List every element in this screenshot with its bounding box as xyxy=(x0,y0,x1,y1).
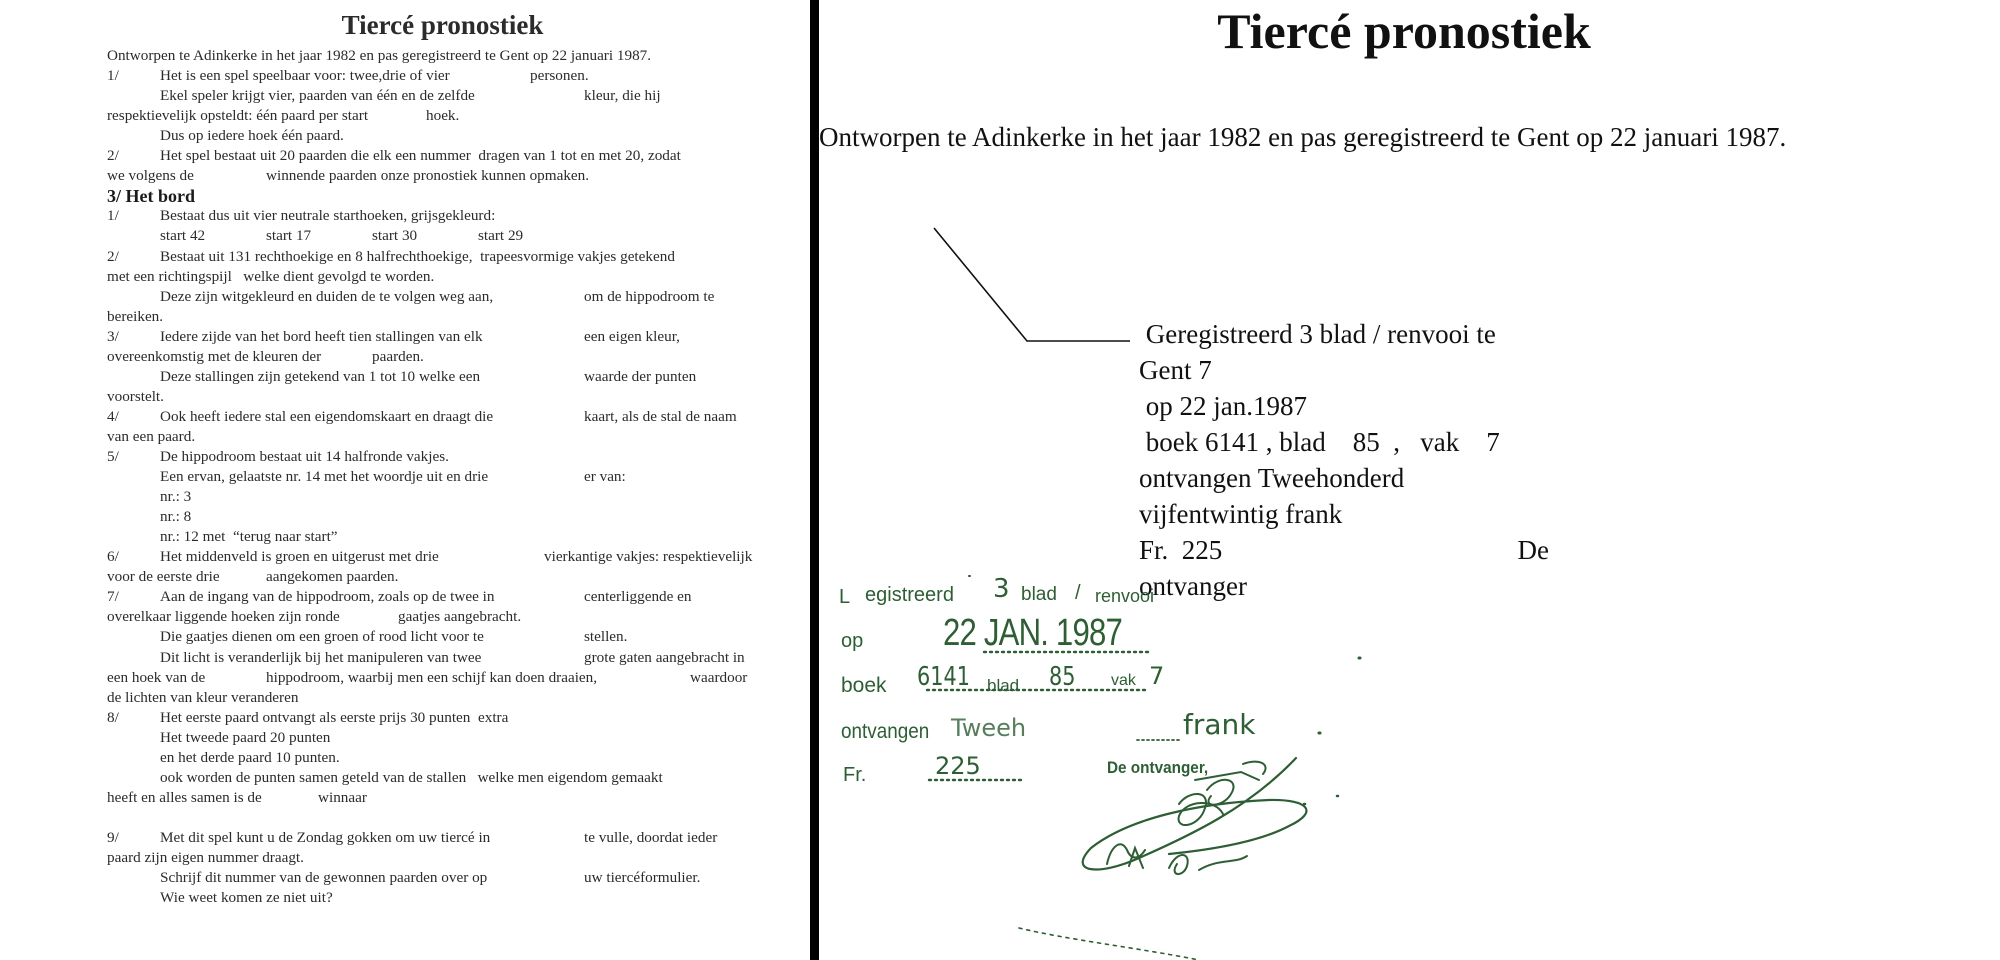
text-segment: hoek. xyxy=(426,107,460,125)
left-page xyxy=(0,0,810,960)
text-segment: Met dit spel kunt u de Zondag gokken om uw tiercé in xyxy=(160,828,491,846)
registration-fr: Fr. 225 xyxy=(1139,535,1223,565)
text-segment: personen. xyxy=(530,67,589,85)
text-segment: 4/ xyxy=(107,407,119,425)
text-segment: Deze stallingen zijn getekend van 1 tot 10 welke een xyxy=(160,367,481,385)
text-segment: voor de eerste drie xyxy=(107,568,220,586)
text-segment: 8/ xyxy=(107,708,119,726)
text-segment: 2/ xyxy=(107,247,119,265)
stamp-text: vak xyxy=(1111,672,1136,689)
text-segment: te vulle, doordat ieder xyxy=(584,828,718,846)
registration-de: De xyxy=(1517,535,1549,565)
registration-line: vijfentwintig frank xyxy=(1139,499,1343,529)
stamp-text: L xyxy=(839,586,851,608)
text-segment: nr.: 3 xyxy=(160,488,192,506)
text-segment: 9/ xyxy=(107,828,119,846)
text-segment: Die gaatjes dienen om een groen of rood licht voor te xyxy=(160,628,484,646)
text-segment: hippodroom, waarbij men een schijf kan doen draaien, xyxy=(266,668,598,686)
text-segment: 6/ xyxy=(107,548,119,566)
text-segment: we volgens de xyxy=(107,167,194,185)
text-segment: Het is een spel speelbaar voor: twee,drie of vier xyxy=(160,67,450,85)
stamp-handwriting: 225 xyxy=(935,752,981,780)
text-segment: winnaar xyxy=(318,788,367,806)
text-segment: De hippodroom bestaat uit 14 halfronde vakjes. xyxy=(160,448,449,465)
text-segment: 5/ xyxy=(107,448,119,465)
text-segment: 1/ xyxy=(107,207,119,225)
text-segment: grote gaten aangebracht in xyxy=(584,648,745,666)
stamp-text: blad xyxy=(987,676,1020,695)
text-segment: 3/ xyxy=(107,327,119,345)
stamp-date: 22 JAN. 1987 xyxy=(943,612,1122,654)
text-segment: Wie weet komen ze niet uit? xyxy=(160,889,333,907)
registration-line: op 22 jan.1987 xyxy=(1139,391,1307,421)
registration-line: Gent 7 xyxy=(1139,355,1212,385)
text-segment: om de hippodroom te xyxy=(584,287,715,305)
stamp-text: boek xyxy=(841,674,887,697)
text-segment: Dit licht is veranderlijk bij het manipuleren van twee xyxy=(160,648,482,666)
text-segment: ook worden de punten samen geteld van de stallen welke men eigendom gemaakt xyxy=(160,768,663,786)
text-segment: aangekomen paarden. xyxy=(266,568,399,586)
registration-line: ontvanger xyxy=(1139,571,1247,601)
text-segment: winnende paarden onze pronostiek kunnen opmaken. xyxy=(266,167,590,185)
text-segment: Het eerste paard ontvangt als eerste prijs 30 punten extra xyxy=(160,708,509,726)
text-segment: paard zijn eigen nummer draagt. xyxy=(107,849,304,866)
text-segment: bereiken. xyxy=(107,307,164,325)
text-segment: nr.: 12 met “terug naar start” xyxy=(160,528,338,546)
text-segment: vierkantige vakjes: respektievelijk xyxy=(544,548,753,566)
text-segment: Een ervan, gelaatste nr. 14 met het woordje uit en drie xyxy=(160,468,489,486)
text-segment: overeenkomstig met de kleuren der xyxy=(107,347,322,365)
text-segment: start 42 xyxy=(160,227,206,245)
registration-line: boek 6141 , blad 85 , vak 7 xyxy=(1139,427,1500,457)
text-segment: Iedere zijde van het bord heeft tien stallingen van elk xyxy=(160,327,483,345)
text-segment: nr.: 8 xyxy=(160,508,192,526)
text-segment: 7/ xyxy=(107,588,119,606)
text-segment: Het spel bestaat uit 20 paarden die elk een nummer dragen van 1 tot en met 20, zodat xyxy=(160,147,681,165)
text-segment: en het derde paard 10 punten. xyxy=(160,748,340,766)
registration-line xyxy=(1139,532,1559,568)
text-segment: kleur, die hij xyxy=(584,87,661,105)
right-page xyxy=(819,0,2000,960)
page-divider xyxy=(810,0,819,960)
text-segment: Ontworpen te Adinkerke in het jaar 1982 en pas geregistreerd te Gent op 22 januari 1987. xyxy=(107,47,652,64)
text-segment: Het tweede paard 20 punten xyxy=(160,728,331,746)
text-segment: respektievelijk opsteldt: één paard per start xyxy=(107,107,369,125)
text-segment: waardoor xyxy=(690,668,748,686)
stamp-text: ontvangen xyxy=(841,720,930,743)
text-segment: stellen. xyxy=(584,628,628,646)
stamp-text: Fr. xyxy=(843,764,867,786)
text-segment: Aan de ingang van de hippodroom, zoals op de twee in xyxy=(160,588,495,606)
stamp-handwriting: 3 xyxy=(993,574,1010,604)
registration-line: Geregistreerd 3 blad / renvooi te xyxy=(1139,319,1496,349)
text-segment: de lichten van kleur veranderen xyxy=(107,688,299,706)
text-segment: kaart, als de stal de naam xyxy=(584,407,737,425)
stamp-text: De ontvanger, xyxy=(1107,758,1209,777)
text-segment: 3/ Het bord xyxy=(107,186,195,207)
text-segment: Deze zijn witgekleurd en duiden de te volgen weg aan, xyxy=(160,287,494,305)
stamp-text: blad xyxy=(1021,584,1057,605)
stamp-text: egistreerd xyxy=(865,584,954,606)
text-segment: start 17 xyxy=(266,227,312,245)
text-segment: er van: xyxy=(584,468,626,486)
left-page-title: Tiercé pronostiek xyxy=(341,10,544,40)
text-segment: Het middenveld is groen en uitgerust met drie xyxy=(160,548,439,566)
text-segment: Ook heeft iedere stal een eigendomskaart en draagt die xyxy=(160,407,494,425)
text-segment: start 29 xyxy=(478,227,524,245)
text-segment: gaatjes aangebracht. xyxy=(398,608,522,626)
text-segment: voorstelt. xyxy=(107,387,164,405)
stamp-handwriting: frank xyxy=(1183,708,1256,741)
text-segment: paarden. xyxy=(372,347,424,365)
right-page-subtitle: Ontworpen te Adinkerke in het jaar 1982 en pas geregistreerd te Gent op 22 januari 1987. xyxy=(819,122,1787,152)
text-segment: centerliggende en xyxy=(584,588,692,606)
stamp-text: op xyxy=(841,630,864,652)
text-segment: Bestaat uit 131 rechthoekige en 8 halfrechthoekige, trapeesvormige vakjes getekend xyxy=(160,247,675,265)
stamp-handwriting: 6141 xyxy=(917,662,970,692)
registration-stamp xyxy=(839,568,1459,960)
text-segment: start 30 xyxy=(372,227,418,245)
stamp-text: / xyxy=(1075,582,1081,604)
registration-note xyxy=(1139,316,1559,604)
text-segment: 1/ xyxy=(107,67,119,85)
stamp-handwriting: Tweeh xyxy=(951,714,1027,742)
right-page-title: Tiercé pronostiek xyxy=(1217,3,1591,59)
text-segment: Dus op iedere hoek één paard. xyxy=(160,127,344,145)
text-segment: Ekel speler krijgt vier, paarden van één en de zelfde xyxy=(160,87,475,105)
text-segment: overelkaar liggende hoeken zijn ronde xyxy=(107,608,340,626)
text-segment: Bestaat dus uit vier neutrale starthoeken, grijsgekleurd: xyxy=(160,207,496,225)
stamp-handwriting: 7 xyxy=(1149,662,1165,690)
text-segment: van een paard. xyxy=(107,427,196,445)
stamp-text: renvooi xyxy=(1095,586,1155,606)
text-segment: een eigen kleur, xyxy=(584,327,680,345)
registration-line: ontvangen Tweehonderd xyxy=(1139,463,1405,493)
text-segment: 2/ xyxy=(107,147,119,165)
text-segment: heeft en alles samen is de xyxy=(107,788,262,806)
text-segment: uw tiercéformulier. xyxy=(584,869,701,887)
text-segment: met een richtingspijl welke dient gevolgd te worden. xyxy=(107,267,435,285)
text-segment: Schrijf dit nummer van de gewonnen paarden over op xyxy=(160,869,488,887)
text-segment: waarde der punten xyxy=(584,367,697,385)
callout-leader-line xyxy=(819,0,1419,360)
text-segment: een hoek van de xyxy=(107,668,206,686)
stamp-handwriting: 85 xyxy=(1049,662,1076,692)
